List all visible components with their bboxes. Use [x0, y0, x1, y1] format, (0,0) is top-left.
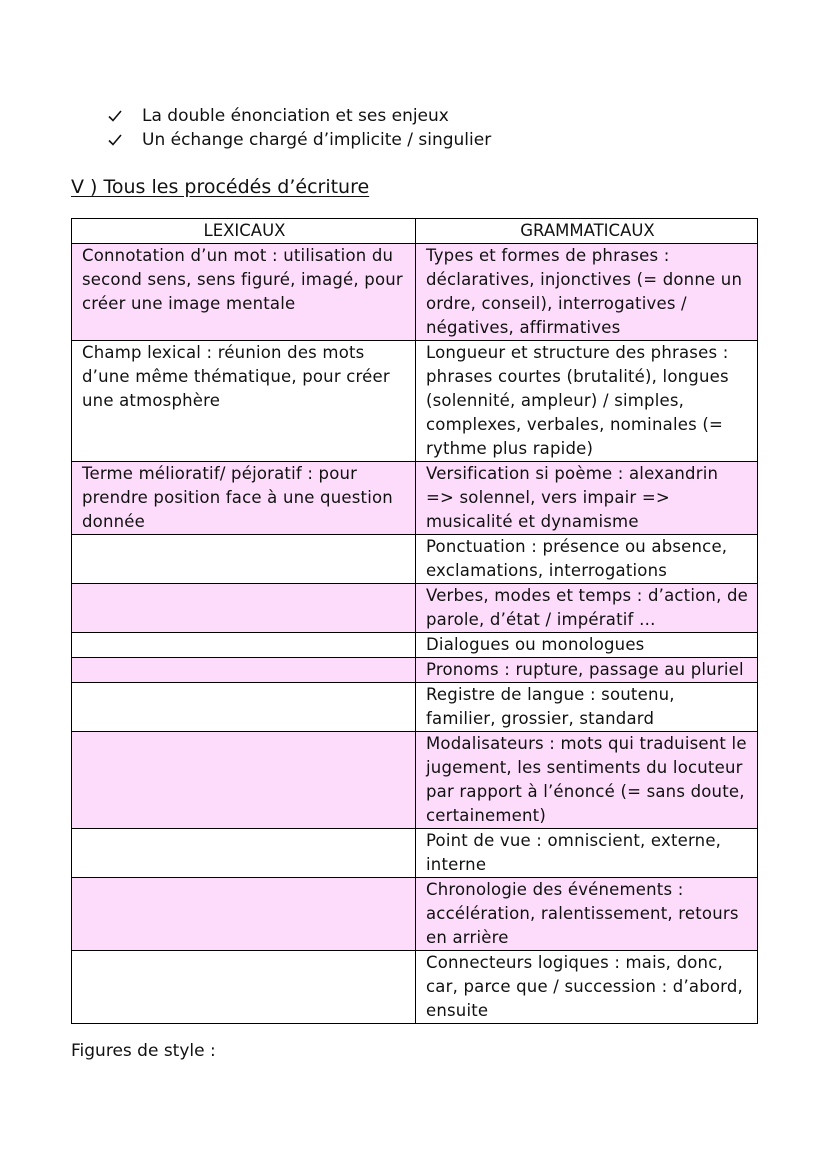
- cell-grammaticaux: Chronologie des événements : accélération, ralentissement, retours en arrière: [416, 878, 758, 951]
- header-lexicaux: LEXICAUX: [72, 219, 416, 244]
- checklist-item-text: Un échange chargé d’implicite / singulier: [142, 130, 492, 150]
- cell-grammaticaux: Pronoms : rupture, passage au pluriel: [416, 658, 758, 683]
- cell-grammaticaux: Longueur et structure des phrases : phrases courtes (brutalité), longues (solennité, ampleur) / simples, complexes, verbales, nominales (= rythme plus rapide): [416, 341, 758, 462]
- cell-lexicaux: [72, 683, 416, 732]
- cell-grammaticaux: Dialogues ou monologues: [416, 633, 758, 658]
- table-row: [72, 683, 758, 732]
- cell-grammaticaux: Ponctuation : présence ou absence, exclamations, interrogations: [416, 535, 758, 584]
- table-row: [72, 951, 758, 1024]
- checklist-item-text: La double énonciation et ses enjeux: [142, 106, 449, 126]
- checkmark-icon: [108, 109, 122, 123]
- checkmark-icon: [108, 133, 122, 147]
- table-row: [72, 341, 758, 462]
- cell-grammaticaux: Registre de langue : soutenu, familier, grossier, standard: [416, 683, 758, 732]
- cell-lexicaux: [72, 732, 416, 829]
- cell-grammaticaux: Verbes, modes et temps : d’action, de parole, d’état / impératif …: [416, 584, 758, 633]
- cell-grammaticaux: Versification si poème : alexandrin => solennel, vers impair => musicalité et dynamisme: [416, 462, 758, 535]
- table-row: [72, 878, 758, 951]
- cell-lexicaux: Connotation d’un mot : utilisation du second sens, sens figuré, imagé, pour créer une image mentale: [72, 244, 416, 341]
- cell-grammaticaux: Point de vue : omniscient, externe, interne: [416, 829, 758, 878]
- table-row: [72, 658, 758, 683]
- header-grammaticaux: GRAMMATICAUX: [416, 219, 758, 244]
- table-row: [72, 584, 758, 633]
- cell-grammaticaux: Connecteurs logiques : mais, donc, car, parce que / succession : d’abord, ensuite: [416, 951, 758, 1024]
- table-row: [72, 462, 758, 535]
- cell-lexicaux: Champ lexical : réunion des mots d’une même thématique, pour créer une atmosphère: [72, 341, 416, 462]
- table-row: [72, 244, 758, 341]
- checklist-item: [108, 104, 491, 128]
- cell-grammaticaux: Modalisateurs : mots qui traduisent le jugement, les sentiments du locuteur par rapport à l’énoncé (= sans doute, certainement): [416, 732, 758, 829]
- cell-lexicaux: [72, 584, 416, 633]
- cell-grammaticaux: Types et formes de phrases : déclaratives, injonctives (= donne un ordre, conseil), interrogatives / négatives, affirmatives: [416, 244, 758, 341]
- cell-lexicaux: [72, 535, 416, 584]
- section-title: V ) Tous les procédés d’écriture: [71, 176, 370, 198]
- procedes-table: [71, 218, 758, 1024]
- checklist: [108, 104, 491, 152]
- cell-lexicaux: [72, 829, 416, 878]
- table-row: [72, 633, 758, 658]
- cell-lexicaux: [72, 658, 416, 683]
- checklist-item: [108, 128, 491, 152]
- figures-de-style-label: Figures de style :: [71, 1041, 216, 1061]
- table-row: [72, 732, 758, 829]
- cell-lexicaux: Terme mélioratif/ péjoratif : pour prendre position face à une question donnée: [72, 462, 416, 535]
- cell-lexicaux: [72, 878, 416, 951]
- cell-lexicaux: [72, 633, 416, 658]
- table-row: [72, 829, 758, 878]
- table-row: [72, 535, 758, 584]
- cell-lexicaux: [72, 951, 416, 1024]
- table-header-row: [72, 219, 758, 244]
